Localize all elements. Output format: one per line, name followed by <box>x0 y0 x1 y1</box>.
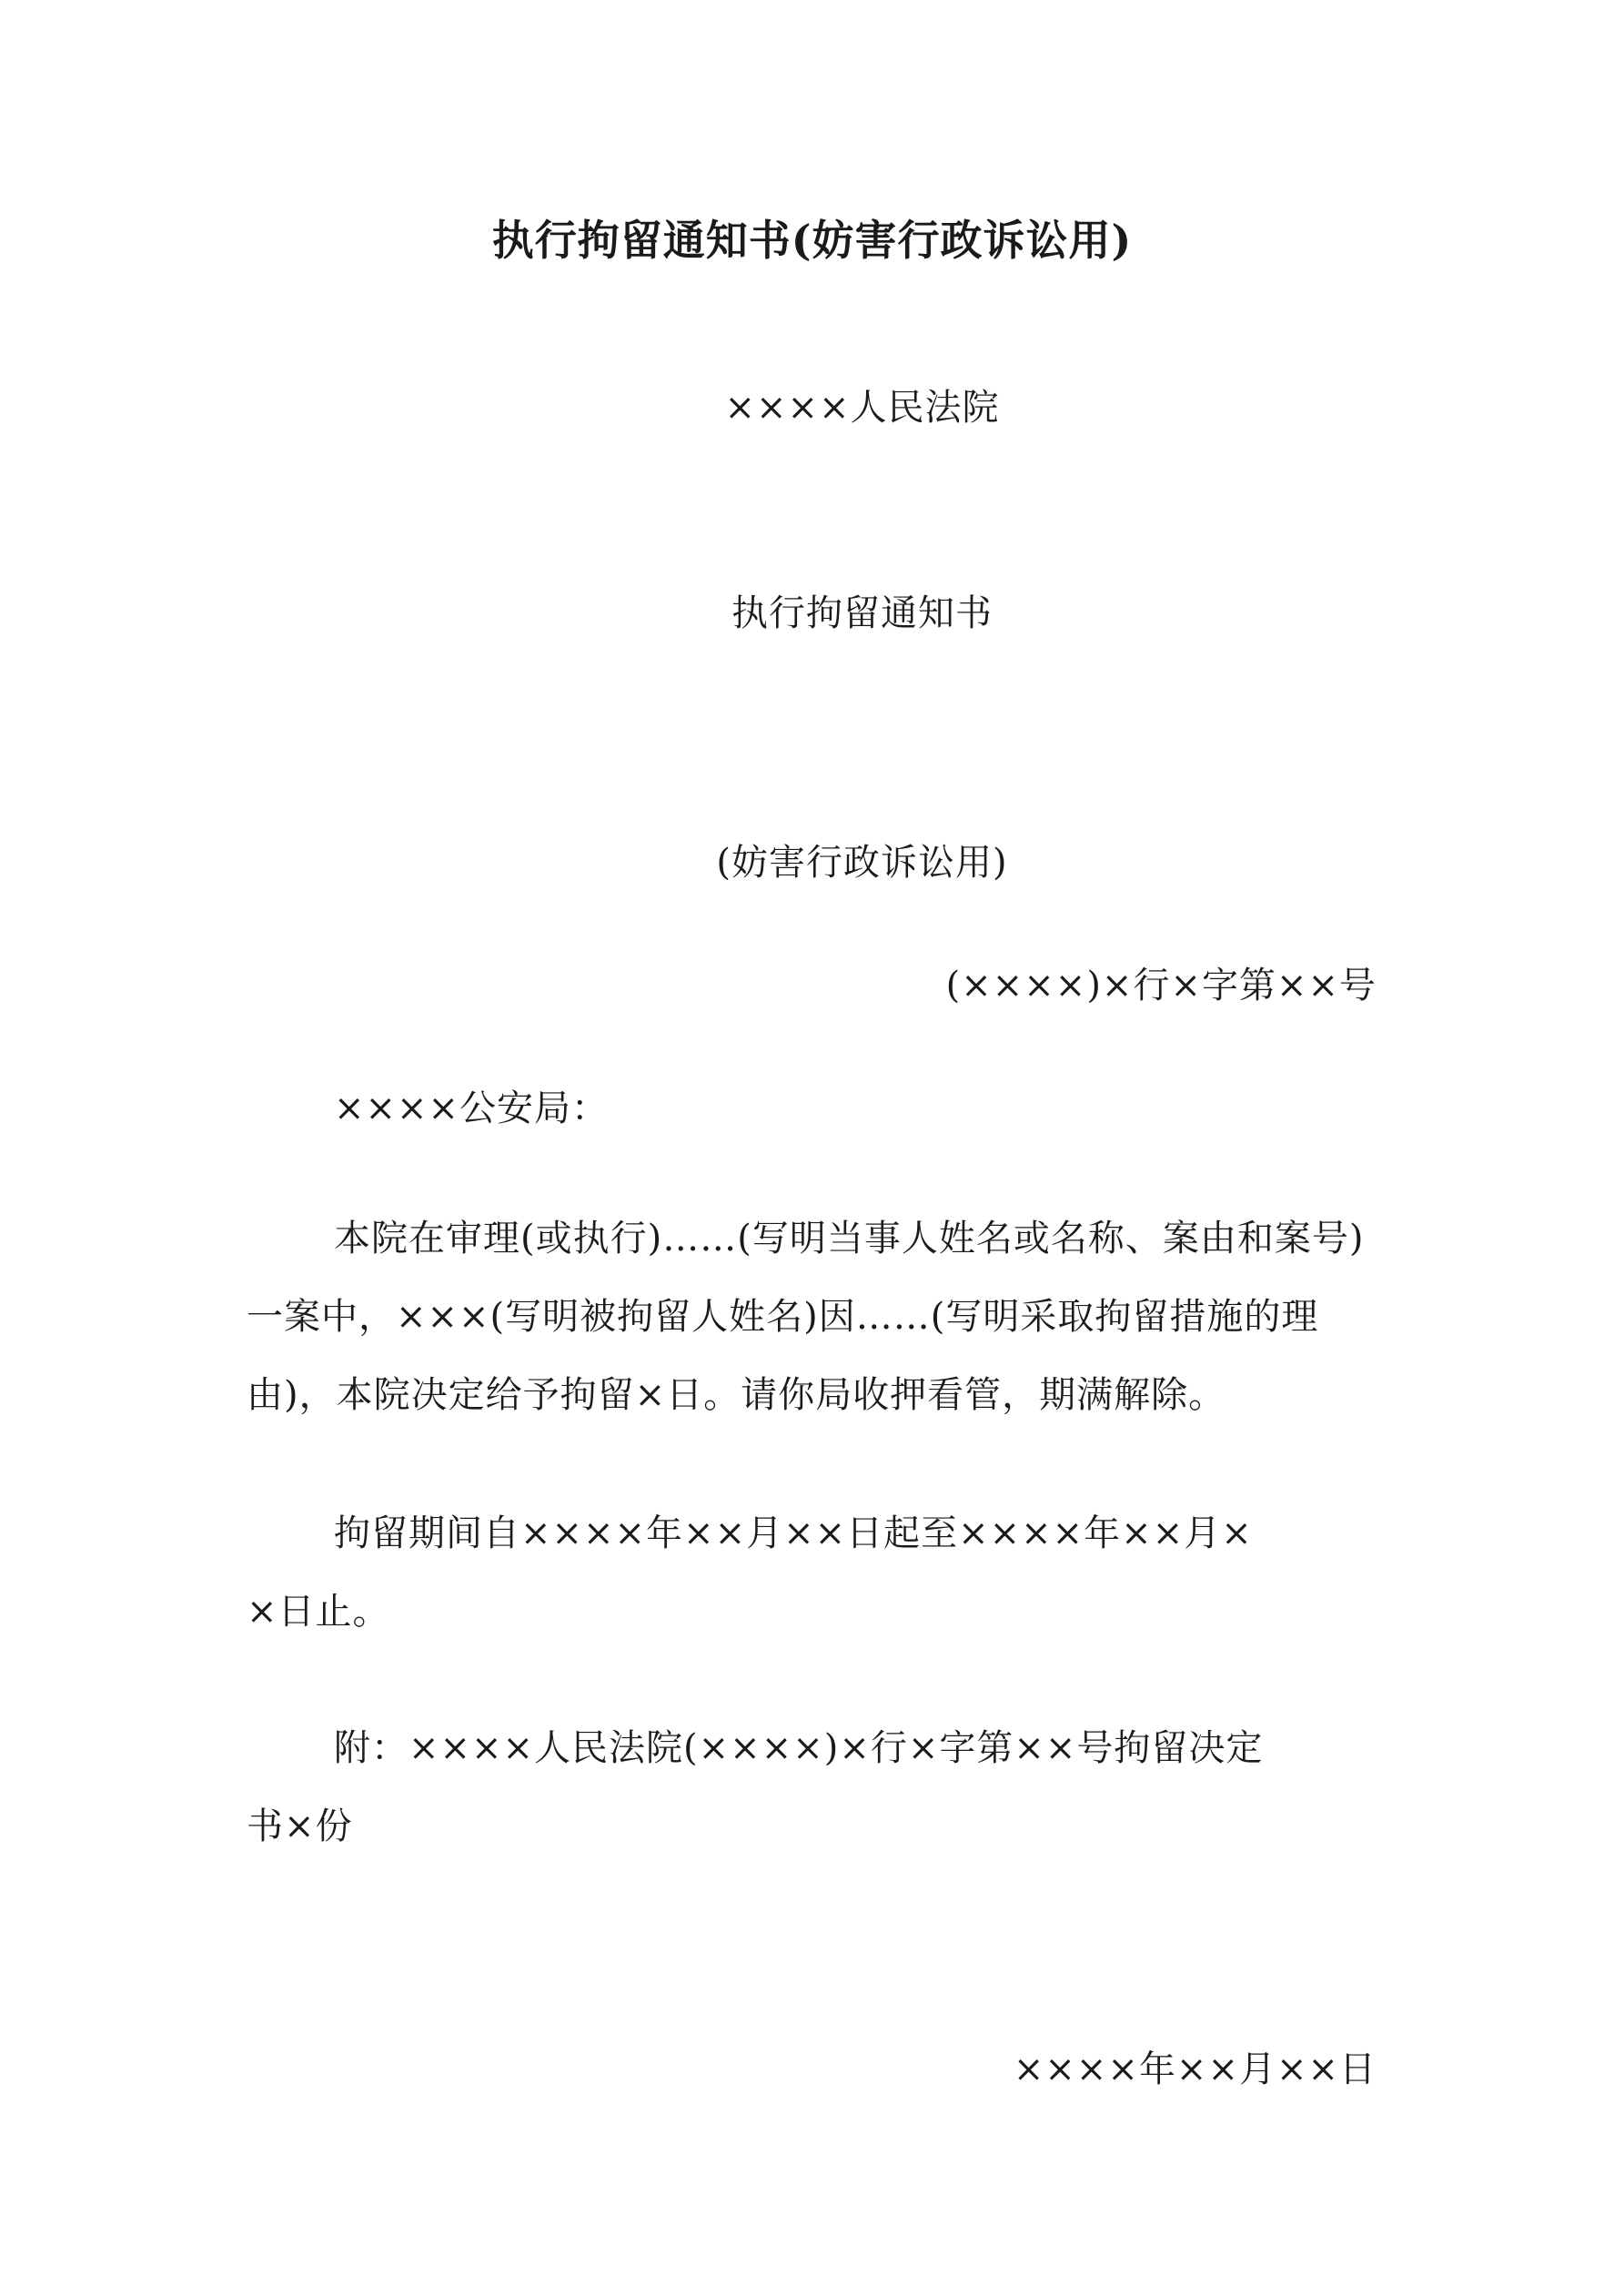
paragraph-line: 由)，本院决定给予拘留×日。请你局收押看管，期满解除。 <box>247 1374 1226 1416</box>
paragraph-line: 一案中，×××(写明被拘留人姓名)因……(写明采取拘留措施的理 <box>247 1296 1319 1338</box>
case-number: (××××)×行×字第××号 <box>945 965 1377 1006</box>
document-name: 执行拘留通知书 <box>731 592 993 634</box>
attachment-paragraph <box>247 1709 1379 1866</box>
paragraph-line: 书×份 <box>247 1805 353 1847</box>
court-name: ××××人民法院 <box>724 387 1000 429</box>
addressee: ××××公安局： <box>334 1087 610 1129</box>
paragraph-line: 本院在审理(或执行)……(写明当事人姓名或名称、案由和案号) <box>334 1218 1365 1259</box>
document-subtitle: (妨害行政诉讼用) <box>716 842 1008 884</box>
document-title: 执行拘留通知书(妨害行政诉讼用) <box>491 216 1133 265</box>
paragraph-line: 附：××××人民法院(××××)×行×字第××号拘留决定 <box>334 1727 1264 1769</box>
detention-period-paragraph <box>247 1494 1379 1651</box>
paragraph-line: ×日止。 <box>247 1591 390 1633</box>
document-date: ××××年××月××日 <box>1013 2048 1377 2090</box>
body-paragraph <box>247 1199 1379 1434</box>
paragraph-line: 拘留期间自××××年××月××日起至××××年××月× <box>334 1512 1253 1554</box>
